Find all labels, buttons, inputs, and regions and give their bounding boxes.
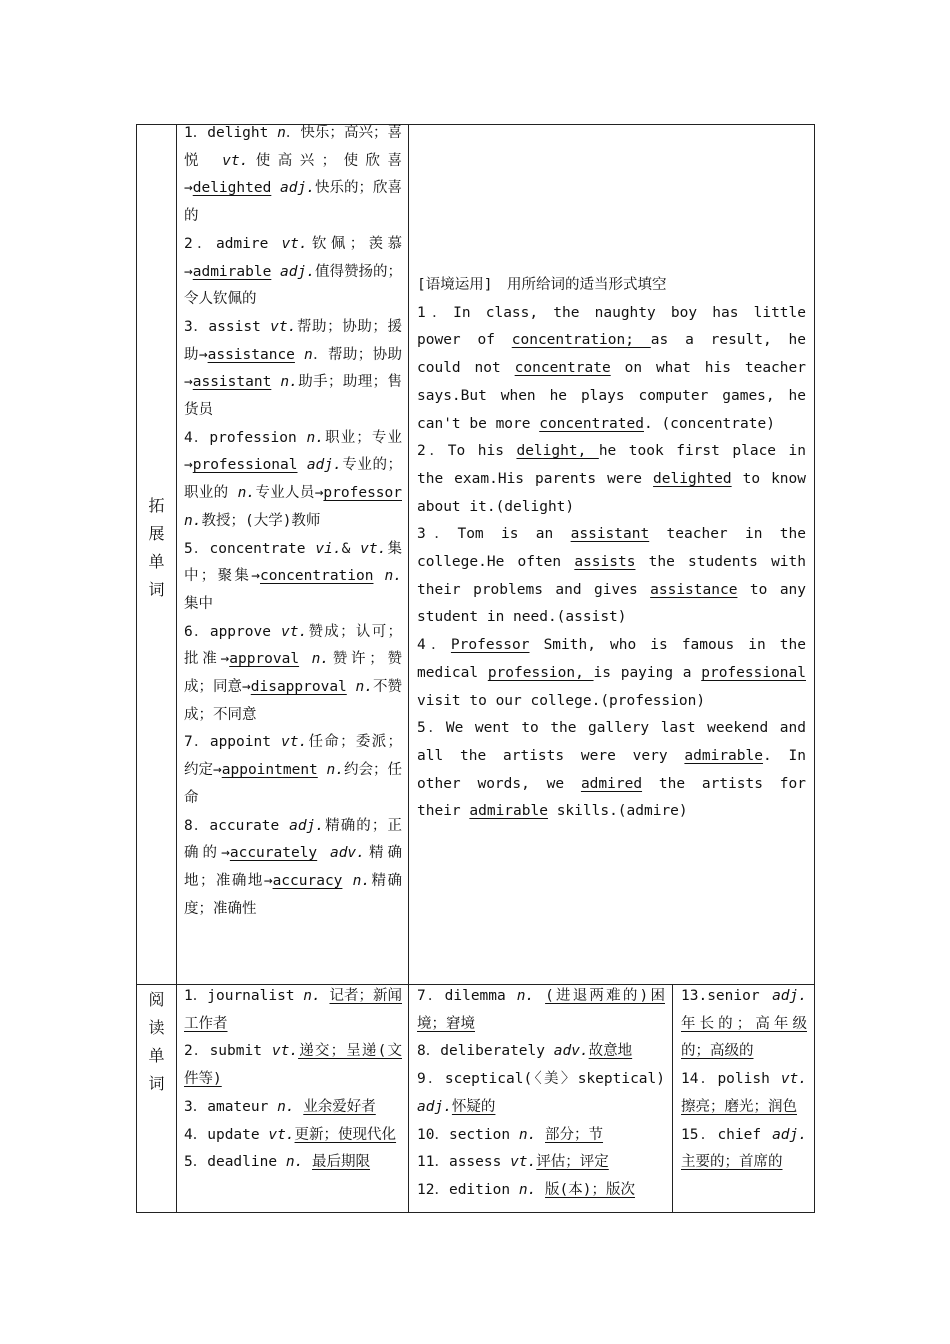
- answer-blank: 主要的；首席的: [681, 1154, 783, 1171]
- part-of-speech: n.: [384, 568, 402, 585]
- vocab-entry: [184, 1038, 402, 1093]
- part-of-speech: vt.: [270, 318, 297, 335]
- item-text: 职业；专业→: [184, 429, 402, 474]
- vocab-entry: [184, 1094, 402, 1122]
- item-text: visit to our college.(profession): [417, 692, 706, 709]
- item-text: 约会；任命: [184, 762, 403, 806]
- item-number: 3．: [184, 1098, 208, 1115]
- part-of-speech: adv.: [329, 845, 365, 862]
- part-of-speech: vt.: [780, 1071, 808, 1088]
- part-of-speech: n.: [285, 1154, 304, 1171]
- item-text: admire: [215, 235, 282, 252]
- part-of-speech: n.: [237, 485, 256, 502]
- item-text: [347, 679, 356, 695]
- answer-blank: 最后期限: [312, 1154, 371, 1171]
- part-of-speech: n.: [516, 988, 535, 1004]
- answer-blank: assistant: [192, 374, 272, 391]
- item-text: 不赞成；不同意: [184, 679, 402, 723]
- answer-blank: profession,: [487, 664, 594, 681]
- item-number: 11．: [417, 1154, 449, 1171]
- col-divider-main: [408, 124, 409, 1213]
- answer-blank: assistance: [650, 581, 738, 598]
- vocab-entry: [184, 536, 402, 619]
- part-of-speech: vt.: [281, 235, 308, 252]
- item-text: is paying a: [593, 664, 702, 681]
- item-text: 快乐的；欣喜的: [184, 180, 402, 225]
- item-text: . (concentrate): [643, 415, 775, 432]
- answer-blank: concentration;: [511, 332, 651, 349]
- answer-blank: delight,: [516, 443, 599, 460]
- item-text: dilemma: [444, 988, 517, 1004]
- part-of-speech: adj.: [772, 1126, 807, 1143]
- section-label-char: 展: [148, 524, 165, 543]
- item-text: 帮助；协助；援助→: [184, 318, 403, 363]
- item-text: update: [207, 1126, 269, 1143]
- item-text: [299, 651, 311, 667]
- item-number: 14．: [681, 1071, 718, 1088]
- item-text: 值得赞扬的；令人钦佩的: [184, 263, 402, 308]
- part-of-speech: adj.: [772, 988, 807, 1004]
- vocab-entry: [184, 1149, 402, 1177]
- item-text: as a result, he could not: [417, 332, 807, 377]
- item-text: [536, 1127, 545, 1143]
- item-text: to know about it.(delight): [417, 470, 806, 515]
- item-number: 2．: [417, 443, 448, 460]
- answer-blank: appointment: [221, 762, 318, 779]
- exercise-item: [417, 715, 806, 826]
- reading-words-col-1: [184, 983, 402, 1177]
- item-text: edition: [448, 1181, 519, 1198]
- item-number: 5．: [417, 720, 446, 737]
- exercise-list: [417, 300, 806, 826]
- item-text: [271, 180, 280, 196]
- vocab-entry: [681, 1066, 807, 1121]
- answer-blank: 擦亮；磨光；润色: [681, 1098, 797, 1115]
- item-text: [373, 568, 384, 584]
- item-text: [342, 873, 352, 889]
- item-number: 1．: [184, 125, 208, 141]
- part-of-speech: adj.: [289, 817, 325, 834]
- item-number: 8．: [417, 1043, 441, 1060]
- item-text: 使高兴；使欣喜→: [184, 152, 403, 197]
- item-text: to any student in need.(assist): [417, 581, 807, 626]
- item-text: 集中；聚集→: [184, 540, 402, 585]
- item-text: 精确地；准确地→: [184, 845, 403, 889]
- exercise-item: [417, 632, 806, 715]
- item-text: journalist: [207, 988, 304, 1004]
- item-number: 3．: [184, 318, 209, 335]
- item-text: teacher in the college.He often: [417, 526, 806, 571]
- part-of-speech: vt.: [268, 1126, 295, 1143]
- vocabulary-table: [136, 124, 815, 1213]
- part-of-speech: vt.: [271, 1043, 299, 1060]
- part-of-speech: vt.: [360, 540, 387, 557]
- item-number: 4．: [417, 637, 451, 654]
- answer-blank: 业余爱好者: [303, 1098, 376, 1115]
- item-text: 精确度；准确性: [184, 872, 403, 917]
- item-text: assess: [448, 1154, 511, 1171]
- section-label-reading-words: [137, 986, 176, 1098]
- answer-blank: Professor: [450, 637, 530, 654]
- answer-blank: approval: [229, 651, 300, 668]
- item-number: 7．: [184, 734, 210, 751]
- answer-blank: admired: [580, 775, 643, 792]
- item-number: 9．: [417, 1071, 445, 1088]
- section-label-char: 单: [148, 552, 165, 571]
- vocab-entry: [184, 120, 402, 231]
- part-of-speech: adj.: [417, 1098, 452, 1115]
- item-text: the students with their problems and gives: [417, 554, 806, 598]
- part-of-speech: vt.: [280, 623, 308, 640]
- answer-blank: admirable: [192, 263, 272, 280]
- item-text: approve: [209, 623, 281, 640]
- item-text: In class, the naughty boy has little power of: [417, 304, 806, 349]
- table-border-bottom: [136, 1212, 815, 1213]
- item-text: sceptical(〈美〉skeptical): [444, 1071, 665, 1088]
- vocab-entry: [681, 983, 807, 1066]
- part-of-speech: n.: [518, 1126, 537, 1143]
- answer-blank: 故意地: [588, 1043, 633, 1060]
- item-text: 赞许；赞成；同意→: [184, 651, 403, 696]
- vocab-entry: [417, 983, 665, 1038]
- part-of-speech: vt.: [222, 152, 249, 169]
- vocab-entry: [184, 729, 402, 812]
- reading-words-col-3: [681, 983, 807, 1177]
- item-text: profession: [209, 429, 307, 446]
- answer-blank: concentration: [259, 568, 374, 585]
- answer-blank: 记者；新闻工作者: [184, 988, 402, 1032]
- item-number: 4．: [184, 1126, 208, 1143]
- vocab-entry: [417, 1177, 665, 1205]
- item-text: chief: [717, 1126, 773, 1143]
- answer-blank: assistance: [207, 346, 295, 363]
- item-number: 1．: [417, 304, 454, 321]
- part-of-speech: adv.: [553, 1043, 589, 1060]
- part-of-speech: vt.: [510, 1154, 537, 1171]
- item-number: 8．: [184, 817, 210, 834]
- part-of-speech: n: [304, 346, 313, 363]
- item-number: 4．: [184, 429, 210, 446]
- item-text: ．快乐；高兴；喜悦: [184, 125, 402, 169]
- part-of-speech: vi.: [315, 540, 342, 557]
- item-text: Tom is an: [457, 526, 571, 543]
- part-of-speech: adj.: [280, 263, 315, 280]
- answer-blank: 评估；评定: [536, 1154, 609, 1171]
- vocab-entry: [184, 314, 402, 425]
- item-number: 1．: [184, 988, 208, 1004]
- item-text: 赞成；认可；批准→: [184, 623, 402, 668]
- answer-blank: 年长的；高年级的；高级的: [681, 1015, 807, 1060]
- col-divider-third: [672, 984, 673, 1213]
- part-of-speech: n.: [277, 1098, 295, 1115]
- answer-blank: 怀疑的: [451, 1098, 496, 1115]
- item-text: [318, 762, 327, 778]
- item-text: [534, 988, 545, 1004]
- item-text: &: [341, 540, 361, 557]
- answer-blank: concentrated: [539, 415, 644, 432]
- part-of-speech: n.: [518, 1181, 537, 1198]
- item-text: 教授；(大学)教师: [201, 512, 321, 529]
- part-of-speech: n.: [303, 988, 321, 1004]
- answer-blank: assists: [574, 554, 636, 571]
- part-of-speech: vt.: [280, 734, 308, 751]
- item-text: We went to the gallery last weekend and all the artists were very: [417, 720, 806, 764]
- item-text: deadline: [207, 1154, 286, 1171]
- vocab-entry: [184, 425, 402, 536]
- item-number: 2．: [184, 1043, 210, 1060]
- item-text: 专业人员→: [255, 485, 324, 502]
- exercise-item: [417, 438, 806, 521]
- answer-blank: professional: [701, 664, 806, 681]
- answer-blank: 递交；呈递(文件等): [184, 1043, 402, 1088]
- vocab-entry: [184, 813, 402, 924]
- item-number: 5．: [184, 1154, 208, 1171]
- item-text: polish: [717, 1071, 781, 1088]
- vocab-entry: [417, 1066, 665, 1121]
- vocab-entry: [184, 619, 402, 730]
- answer-blank: admirable: [684, 747, 763, 764]
- answer-blank: concentrate: [514, 360, 611, 377]
- item-text: skills.(admire): [547, 803, 688, 820]
- item-text: 集中: [184, 595, 213, 612]
- item-text: To his: [447, 443, 517, 460]
- answer-blank: disapproval: [250, 679, 347, 696]
- item-text: section: [448, 1126, 519, 1143]
- item-number: 7．: [417, 988, 445, 1004]
- item-text: 专业的；职业的: [184, 457, 403, 502]
- item-text: 助手；助理；售货员: [184, 374, 403, 419]
- vocab-entry: [417, 1149, 665, 1177]
- col-divider-label: [176, 124, 177, 1213]
- context-exercise-block: [417, 272, 806, 826]
- part-of-speech: n.: [326, 762, 344, 779]
- item-number: 3．: [417, 526, 458, 543]
- item-text: . In other words, we: [417, 747, 806, 792]
- answer-blank: professional: [192, 457, 298, 474]
- section-label-char: 词: [148, 580, 165, 599]
- item-text: Smith, who is famous in the medical: [417, 637, 806, 681]
- part-of-speech: adj.: [280, 180, 315, 197]
- item-text: 任命；委派；约定→: [184, 734, 402, 779]
- answer-blank: professor: [323, 485, 402, 502]
- item-text: senior: [707, 988, 773, 1004]
- table-border-right: [814, 124, 815, 1213]
- answer-blank: 部分；节: [545, 1126, 604, 1143]
- item-text: he took first place in the exam.His parents were: [417, 443, 807, 487]
- item-number: 5．: [184, 540, 210, 557]
- exercise-item: [417, 521, 806, 632]
- item-number: 12．: [417, 1181, 449, 1198]
- section-label-char: 词: [148, 1074, 165, 1093]
- item-text: [303, 1154, 312, 1170]
- item-text: [298, 457, 307, 473]
- answer-blank: 更新；使现代化: [294, 1126, 397, 1143]
- part-of-speech: n.: [311, 651, 330, 668]
- part-of-speech: n.: [306, 429, 325, 446]
- item-text: [295, 1099, 304, 1115]
- item-text: submit: [209, 1043, 272, 1060]
- item-text: 精确的；正确的→: [184, 817, 402, 862]
- answer-blank: delighted: [653, 470, 732, 487]
- vocab-entry: [681, 1122, 807, 1177]
- item-text: [536, 1182, 545, 1198]
- part-of-speech: n.: [280, 374, 298, 391]
- section-label-extended-words: [137, 492, 176, 604]
- section-label-char: 单: [148, 1046, 165, 1065]
- item-text: deliberately: [440, 1043, 554, 1060]
- answer-blank: assistant: [570, 526, 650, 543]
- part-of-speech: n.: [352, 872, 371, 889]
- item-text: assist: [208, 318, 271, 335]
- item-text: 钦佩；羡慕→: [184, 235, 403, 280]
- item-number: 15．: [681, 1126, 718, 1143]
- part-of-speech: n: [277, 125, 286, 141]
- vocab-entry: [417, 1122, 665, 1150]
- item-number: 6．: [184, 623, 210, 640]
- item-text: delight: [207, 125, 278, 141]
- item-text: concentrate: [209, 540, 316, 557]
- answer-blank: accuracy: [272, 872, 343, 889]
- item-text: [271, 264, 280, 280]
- item-text: appoint: [209, 734, 281, 751]
- answer-blank: admirable: [469, 803, 548, 820]
- item-text: accurate: [209, 817, 290, 834]
- item-text: [295, 347, 304, 363]
- item-text: the artists for their: [417, 775, 806, 820]
- item-text: [317, 845, 330, 861]
- item-text: ．帮助；协助→: [184, 346, 403, 391]
- item-number: 2．: [184, 235, 216, 252]
- part-of-speech: n.: [184, 512, 202, 529]
- vocab-entry: [184, 1122, 402, 1150]
- item-text: amateur: [207, 1098, 278, 1115]
- vocab-entry: [184, 231, 402, 314]
- part-of-speech: n.: [355, 679, 373, 696]
- item-number: 10．: [417, 1126, 449, 1143]
- reading-words-col-2: [417, 983, 665, 1205]
- item-number: 13.: [681, 988, 708, 1004]
- part-of-speech: adj.: [306, 457, 342, 474]
- vocab-entry: [417, 1038, 665, 1066]
- answer-blank: accurately: [229, 845, 318, 862]
- section-label-char: 拓: [148, 496, 165, 515]
- extended-words-list: [184, 120, 402, 923]
- answer-blank: 版(本)；版次: [545, 1181, 635, 1198]
- item-text: on what his teacher says.But when he plays computer games, he can't be more: [417, 360, 806, 432]
- section-label-char: 阅: [148, 990, 165, 1009]
- section-label-char: 读: [148, 1018, 165, 1037]
- vocab-entry: [184, 983, 402, 1038]
- exercise-title: [语境运用] 用所给词的适当形式填空: [417, 277, 667, 293]
- answer-blank: delighted: [192, 180, 272, 197]
- answer-blank: (进退两难的)困境；窘境: [417, 988, 665, 1032]
- exercise-item: [417, 300, 806, 439]
